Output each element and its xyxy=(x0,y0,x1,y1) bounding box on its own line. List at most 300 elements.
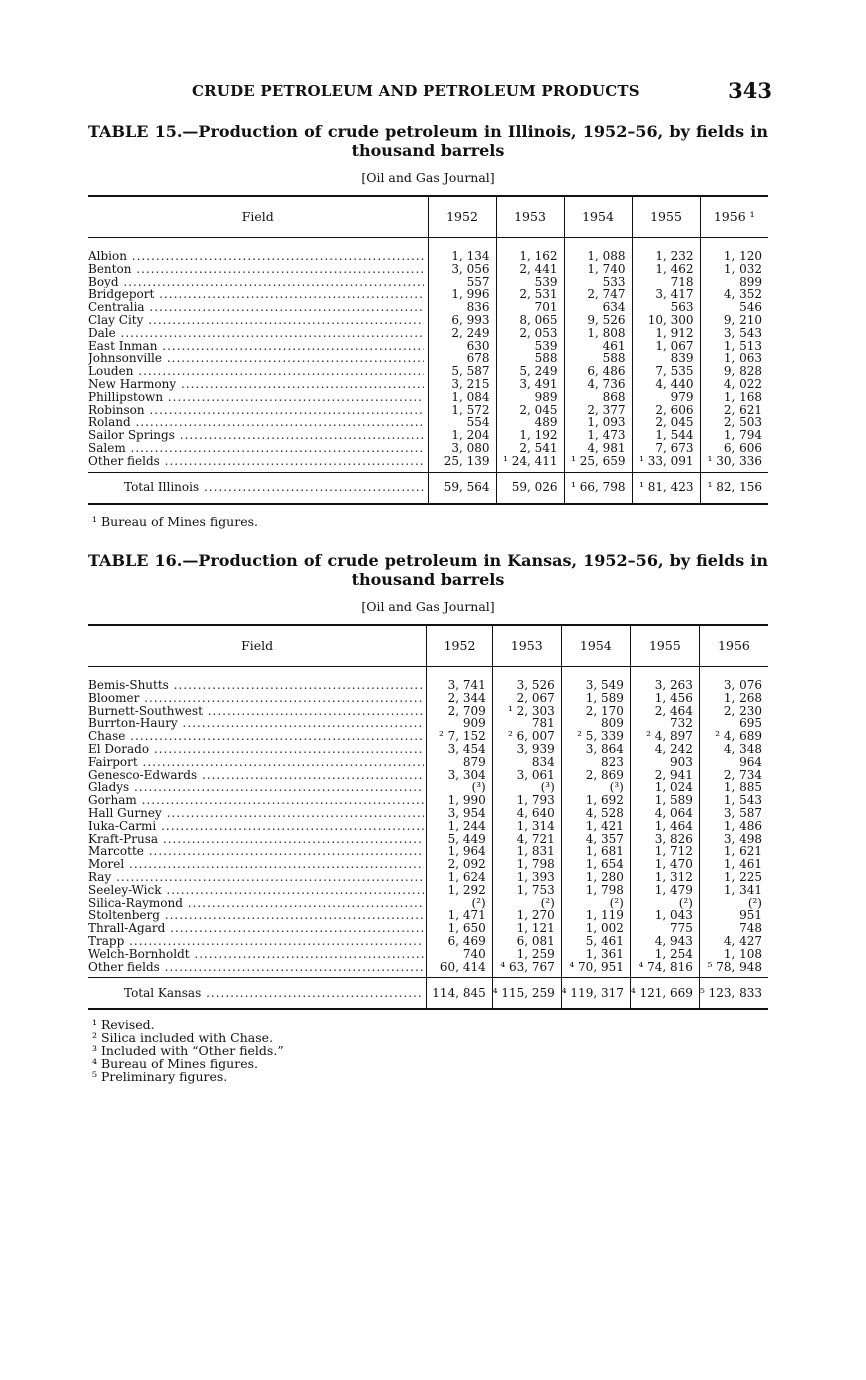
value-text: 903 xyxy=(670,754,693,769)
value-text: ² 4, 689 xyxy=(715,729,762,744)
total-value-cell xyxy=(428,472,496,504)
value-text: 1, 798 xyxy=(516,857,555,872)
value-text: ² 5, 339 xyxy=(577,729,624,744)
column-header-field: Field xyxy=(88,625,427,667)
field-cell xyxy=(88,730,427,743)
field-name: Albion ..... xyxy=(88,250,424,263)
value-text: 834 xyxy=(531,754,555,769)
value-text: 1, 232 xyxy=(655,249,694,263)
field-cell xyxy=(88,288,428,301)
value-text: 740 xyxy=(462,946,486,961)
field-cell xyxy=(88,909,427,922)
total-value-cell xyxy=(427,978,492,1010)
value-text: 6, 469 xyxy=(447,933,486,948)
value-text: 1, 462 xyxy=(655,261,694,276)
field-name: Burnett-Southwest ..... xyxy=(88,705,424,718)
column-header-field: Field xyxy=(88,196,428,238)
field-cell xyxy=(88,365,428,378)
table-16-body xyxy=(88,667,768,1010)
total-value: 59, 564 xyxy=(443,480,490,495)
value-text: 1, 650 xyxy=(447,921,486,936)
value-text: 695 xyxy=(739,716,762,731)
value-text: 1, 798 xyxy=(585,882,624,897)
total-label-cell xyxy=(88,978,427,1010)
value-text: 4, 528 xyxy=(585,805,624,820)
total-value: ⁴ 119, 317 xyxy=(561,985,624,1000)
value-text: ⁴ 63, 767 xyxy=(500,959,555,974)
field-name: Bloomer ..... xyxy=(88,692,424,705)
field-cell xyxy=(88,871,427,884)
value-text: ¹ 2, 303 xyxy=(508,703,555,718)
value-text: (²) xyxy=(747,895,762,910)
column-header-year: 1954 xyxy=(564,196,632,238)
column-header-year: 1953 xyxy=(496,196,564,238)
total-value: ¹ 66, 798 xyxy=(571,480,626,495)
value-cell xyxy=(492,961,561,978)
value-text: 1, 461 xyxy=(723,857,762,872)
field-cell xyxy=(88,391,428,404)
value-text: 1, 471 xyxy=(447,908,486,923)
total-value: ¹ 81, 423 xyxy=(639,480,694,495)
value-text: ⁴ 70, 951 xyxy=(569,959,624,974)
value-text: 10, 300 xyxy=(647,312,694,327)
value-text: 2, 531 xyxy=(519,287,558,302)
value-text: 3, 826 xyxy=(654,831,693,846)
column-header-year: 1955 xyxy=(630,625,699,667)
value-text: 7, 535 xyxy=(655,364,694,379)
value-text: 2, 092 xyxy=(447,857,486,872)
total-value-cell xyxy=(699,978,768,1010)
page-number: 343 xyxy=(728,78,772,103)
table-row xyxy=(88,884,768,897)
value-text: 3, 076 xyxy=(723,678,762,692)
value-text: 3, 491 xyxy=(519,376,558,391)
value-text: 25, 139 xyxy=(443,453,490,468)
value-text: 5, 249 xyxy=(519,364,558,379)
table-15 xyxy=(88,122,768,505)
value-text: 588 xyxy=(602,351,626,366)
value-text: 4, 064 xyxy=(654,805,693,820)
value-text: 6, 993 xyxy=(451,312,490,327)
value-cell xyxy=(564,238,632,263)
field-name: Trapp ..... xyxy=(88,935,424,948)
value-text: 1, 473 xyxy=(587,428,626,443)
value-text: 1, 421 xyxy=(585,818,624,833)
value-text: 5, 449 xyxy=(447,831,486,846)
column-header-year: 1953 xyxy=(492,625,561,667)
value-text: 1, 244 xyxy=(447,818,486,833)
value-text: 951 xyxy=(739,908,762,923)
value-text: 6, 081 xyxy=(516,933,555,948)
field-cell xyxy=(88,301,428,314)
value-text: 3, 543 xyxy=(723,325,762,340)
value-text: 1, 513 xyxy=(723,338,762,353)
value-text: 2, 170 xyxy=(585,703,624,718)
table-16 xyxy=(88,551,768,1010)
total-value: 59, 026 xyxy=(511,480,558,495)
total-value-cell xyxy=(700,472,768,504)
value-text: 1, 794 xyxy=(723,428,762,443)
value-text: (³) xyxy=(540,780,555,795)
field-cell xyxy=(88,327,428,340)
footnote: ⁵ Preliminary figures. xyxy=(92,1069,228,1084)
value-text: 1, 314 xyxy=(516,818,555,833)
value-text: 1, 225 xyxy=(723,869,762,884)
value-text: 1, 002 xyxy=(585,921,624,936)
footnote: ² Silica included with Chase. xyxy=(92,1030,274,1045)
value-cell xyxy=(700,455,768,472)
value-text: 1, 341 xyxy=(723,882,762,897)
value-text: 1, 361 xyxy=(585,946,624,961)
table-row xyxy=(88,705,768,718)
value-cell xyxy=(699,667,768,692)
value-text: 1, 464 xyxy=(654,818,693,833)
field-cell xyxy=(88,820,427,833)
field-name: Bridgeport ..... xyxy=(88,288,424,301)
value-text: 1, 162 xyxy=(519,249,558,263)
value-text: 1, 168 xyxy=(723,389,762,404)
table-row xyxy=(88,238,768,263)
field-name: Clay City ..... xyxy=(88,314,424,327)
value-text: (³) xyxy=(471,780,486,795)
field-cell xyxy=(88,705,427,718)
value-text: 8, 065 xyxy=(519,312,558,327)
table-row xyxy=(88,340,768,353)
value-cell xyxy=(699,961,768,978)
value-text: 1, 808 xyxy=(587,325,626,340)
value-text: (³) xyxy=(609,780,624,795)
value-text: 1, 479 xyxy=(654,882,693,897)
field-name: Hall Gurney ..... xyxy=(88,807,424,820)
value-text: 1, 088 xyxy=(587,249,626,263)
value-text: 1, 990 xyxy=(447,793,486,808)
field-name: Robinson ..... xyxy=(88,404,424,417)
value-text: 533 xyxy=(602,274,626,289)
field-name: Burrton-Haury ..... xyxy=(88,717,424,730)
field-name: Bemis-Shutts ..... xyxy=(88,679,424,692)
field-name: Marcotte ..... xyxy=(88,845,424,858)
field-name: Phillipstown ..... xyxy=(88,391,424,404)
value-text: 4, 348 xyxy=(723,741,762,756)
value-text: 2, 053 xyxy=(519,325,558,340)
value-text: ¹ 25, 659 xyxy=(571,453,626,468)
table-16-footnotes xyxy=(92,1018,284,1083)
value-text: 1, 312 xyxy=(654,869,693,884)
value-text: ² 4, 897 xyxy=(646,729,693,744)
value-text: ¹ 30, 336 xyxy=(707,453,762,468)
field-name: Seeley-Wick ..... xyxy=(88,884,424,897)
field-name: Other fields ..... xyxy=(88,961,424,974)
column-header-year: 1956 ¹ xyxy=(700,196,768,238)
value-text: 3, 954 xyxy=(447,805,486,820)
value-text: 4, 736 xyxy=(587,376,626,391)
value-text: 964 xyxy=(739,754,762,769)
table-16-grid xyxy=(88,624,768,1010)
field-cell xyxy=(88,340,428,353)
value-text: 1, 740 xyxy=(587,261,626,276)
value-text: 1, 885 xyxy=(723,780,762,795)
field-name: Fairport ..... xyxy=(88,756,424,769)
table-16-source: [Oil and Gas Journal] xyxy=(361,599,495,614)
value-text: 539 xyxy=(534,338,558,353)
value-text: 6, 486 xyxy=(587,364,626,379)
value-text: 1, 912 xyxy=(655,325,694,340)
total-value: ¹ 82, 156 xyxy=(707,480,762,495)
table-16-title: TABLE 16.—Production of crude petroleum in Kansas, 1952–56, by fields in thousand barrels xyxy=(88,551,768,589)
value-cell xyxy=(561,961,630,978)
value-text: 3, 454 xyxy=(447,741,486,756)
value-cell xyxy=(630,961,699,978)
table-16-header-row xyxy=(88,625,768,667)
field-name: Roland ..... xyxy=(88,416,424,429)
column-header-year: 1956 xyxy=(699,625,768,667)
value-text: 2, 045 xyxy=(519,402,558,417)
total-row xyxy=(88,472,768,504)
value-text: 1, 393 xyxy=(516,869,555,884)
field-cell xyxy=(88,961,427,978)
value-text: 563 xyxy=(670,300,694,315)
value-text: 539 xyxy=(534,274,558,289)
column-header-year: 1952 xyxy=(428,196,496,238)
table-row xyxy=(88,288,768,301)
value-text: 3, 939 xyxy=(516,741,555,756)
value-text: 2, 045 xyxy=(655,415,694,430)
value-text: ⁵ 78, 948 xyxy=(707,959,762,974)
value-text: 1, 134 xyxy=(451,249,490,263)
value-text: 678 xyxy=(466,351,490,366)
field-name: Stoltenberg ..... xyxy=(88,909,424,922)
value-text: 2, 249 xyxy=(451,325,490,340)
column-header-year: 1952 xyxy=(427,625,492,667)
field-name: Welch-Bornholdt ..... xyxy=(88,948,424,961)
value-text: 3, 061 xyxy=(516,767,555,782)
value-text: 718 xyxy=(670,274,694,289)
value-text: 1, 654 xyxy=(585,857,624,872)
value-text: 1, 456 xyxy=(654,690,693,705)
value-cell xyxy=(496,238,564,263)
value-text: 2, 464 xyxy=(654,703,693,718)
value-text: 3, 263 xyxy=(654,678,693,692)
value-text: 1, 543 xyxy=(723,793,762,808)
value-text: ¹ 24, 411 xyxy=(503,453,558,468)
value-cell xyxy=(428,238,496,263)
value-text: 2, 606 xyxy=(655,402,694,417)
value-text: ¹ 33, 091 xyxy=(639,453,694,468)
column-header-year: 1954 xyxy=(561,625,630,667)
value-text: 3, 526 xyxy=(516,678,555,692)
value-text: 1, 831 xyxy=(516,844,555,859)
value-text: 9, 526 xyxy=(587,312,626,327)
value-text: 3, 417 xyxy=(655,287,694,302)
value-text: 1, 121 xyxy=(516,921,555,936)
value-text: 823 xyxy=(600,754,624,769)
field-cell xyxy=(88,378,428,391)
value-text: 489 xyxy=(534,415,558,430)
total-label: Total Kansas ..... xyxy=(124,987,424,1000)
value-text: 1, 259 xyxy=(516,946,555,961)
field-cell xyxy=(88,404,428,417)
value-text: 5, 587 xyxy=(451,364,490,379)
value-text: 809 xyxy=(600,716,624,731)
value-text: 588 xyxy=(534,351,558,366)
value-text: 1, 692 xyxy=(585,793,624,808)
total-value-cell xyxy=(630,978,699,1010)
value-text: 1, 204 xyxy=(451,428,490,443)
value-text: 1, 486 xyxy=(723,818,762,833)
value-text: 1, 996 xyxy=(451,287,490,302)
value-text: 4, 981 xyxy=(587,440,626,455)
value-text: 1, 268 xyxy=(723,690,762,705)
field-name: Louden ..... xyxy=(88,365,424,378)
field-cell xyxy=(88,263,428,276)
field-cell xyxy=(88,897,427,910)
value-text: 1, 254 xyxy=(654,946,693,961)
value-text: 3, 741 xyxy=(447,678,486,692)
table-15-header-row xyxy=(88,196,768,238)
field-cell xyxy=(88,743,427,756)
value-text: 1, 544 xyxy=(655,428,694,443)
field-name: Chase ..... xyxy=(88,730,424,743)
value-text: 899 xyxy=(739,274,762,289)
value-text: 2, 541 xyxy=(519,440,558,455)
value-text: 1, 964 xyxy=(447,844,486,859)
value-text: 1, 712 xyxy=(654,844,693,859)
table-15-grid xyxy=(88,195,768,505)
value-text: 2, 709 xyxy=(447,703,486,718)
table-15-footnotes xyxy=(92,515,258,528)
field-name: Morel ..... xyxy=(88,858,424,871)
field-cell xyxy=(88,717,427,730)
value-text: 4, 440 xyxy=(655,376,694,391)
value-text: 1, 572 xyxy=(451,402,490,417)
value-text: 1, 280 xyxy=(585,869,624,884)
value-text: 554 xyxy=(466,415,490,430)
value-text: (²) xyxy=(471,895,486,910)
value-text: 5, 461 xyxy=(585,933,624,948)
field-name: Sailor Springs ..... xyxy=(88,429,424,442)
value-cell xyxy=(632,238,700,263)
table-row xyxy=(88,455,768,472)
value-text: 630 xyxy=(466,338,490,353)
value-text: (²) xyxy=(540,895,555,910)
field-name: Salem ..... xyxy=(88,442,424,455)
value-text: 2, 344 xyxy=(447,690,486,705)
value-text: (²) xyxy=(678,895,693,910)
value-text: 557 xyxy=(466,274,490,289)
value-text: 1, 753 xyxy=(516,882,555,897)
total-value-cell xyxy=(492,978,561,1010)
value-text: 634 xyxy=(602,300,626,315)
field-cell xyxy=(88,833,427,846)
value-cell xyxy=(427,961,492,978)
table-row xyxy=(88,909,768,922)
field-name: El Dorado ..... xyxy=(88,743,424,756)
field-cell xyxy=(88,794,427,807)
value-text: 4, 721 xyxy=(516,831,555,846)
value-text: 4, 943 xyxy=(654,933,693,948)
value-text: 6, 606 xyxy=(723,440,762,455)
table-row xyxy=(88,667,768,692)
field-cell xyxy=(88,807,427,820)
field-cell xyxy=(88,314,428,327)
total-row xyxy=(88,978,768,1010)
field-cell xyxy=(88,429,428,442)
value-text: 2, 441 xyxy=(519,261,558,276)
table-row xyxy=(88,378,768,391)
value-text: 3, 056 xyxy=(451,261,490,276)
value-text: 909 xyxy=(462,716,486,731)
value-text: 1, 292 xyxy=(447,882,486,897)
value-text: 4, 352 xyxy=(723,287,762,302)
footnote: ³ Included with “Other fields.” xyxy=(92,1043,284,1058)
total-value-cell xyxy=(632,472,700,504)
field-cell xyxy=(88,884,427,897)
running-head-title: CRUDE PETROLEUM AND PETROLEUM PRODUCTS xyxy=(192,82,640,100)
value-text: 748 xyxy=(739,921,762,936)
table-15-title: TABLE 15.—Production of crude petroleum in Illinois, 1952–56, by fields in thousand barrels xyxy=(88,122,768,160)
value-text: 1, 270 xyxy=(516,908,555,923)
value-text: ⁴ 74, 816 xyxy=(638,959,693,974)
value-text: 3, 498 xyxy=(723,831,762,846)
field-name: East Inman ..... xyxy=(88,340,424,353)
value-text: 1, 067 xyxy=(655,338,694,353)
field-name: Ray ..... xyxy=(88,871,424,884)
field-name: Iuka-Carmi ..... xyxy=(88,820,424,833)
value-text: 2, 377 xyxy=(587,402,626,417)
value-text: 879 xyxy=(462,754,486,769)
value-text: 1, 063 xyxy=(723,351,762,366)
total-value: ⁵ 123, 833 xyxy=(699,985,762,1000)
value-cell xyxy=(561,667,630,692)
value-cell xyxy=(630,667,699,692)
value-text: 3, 080 xyxy=(451,440,490,455)
field-cell xyxy=(88,922,427,935)
field-name: Boyd ..... xyxy=(88,276,424,289)
field-cell xyxy=(88,455,428,472)
value-text: 1, 624 xyxy=(447,869,486,884)
table-row xyxy=(88,961,768,978)
value-cell xyxy=(496,455,564,472)
value-text: 1, 192 xyxy=(519,428,558,443)
field-name: Centralia ..... xyxy=(88,301,424,314)
field-name: Gladys ..... xyxy=(88,781,424,794)
value-text: 2, 621 xyxy=(723,402,762,417)
field-cell xyxy=(88,238,428,263)
field-name: Benton ..... xyxy=(88,263,424,276)
value-text: 1, 589 xyxy=(585,690,624,705)
field-name: Other fields ..... xyxy=(88,455,424,468)
total-value-cell xyxy=(564,472,632,504)
value-text: 4, 022 xyxy=(723,376,762,391)
value-text: 1, 084 xyxy=(451,389,490,404)
running-head xyxy=(92,80,772,108)
value-text: 4, 427 xyxy=(723,933,762,948)
field-cell xyxy=(88,416,428,429)
value-text: 781 xyxy=(531,716,555,731)
value-text: 1, 119 xyxy=(585,908,624,923)
total-value-cell xyxy=(496,472,564,504)
value-text: ² 7, 152 xyxy=(438,729,486,744)
value-text: 9, 828 xyxy=(723,364,762,379)
field-name: Silica-Raymond ..... xyxy=(88,897,424,910)
value-text: 9, 210 xyxy=(723,312,762,327)
value-text: 1, 024 xyxy=(654,780,693,795)
field-cell xyxy=(88,442,428,455)
value-text: 3, 215 xyxy=(451,376,490,391)
field-cell xyxy=(88,692,427,705)
field-name: Dale ..... xyxy=(88,327,424,340)
table-15-body xyxy=(88,238,768,504)
